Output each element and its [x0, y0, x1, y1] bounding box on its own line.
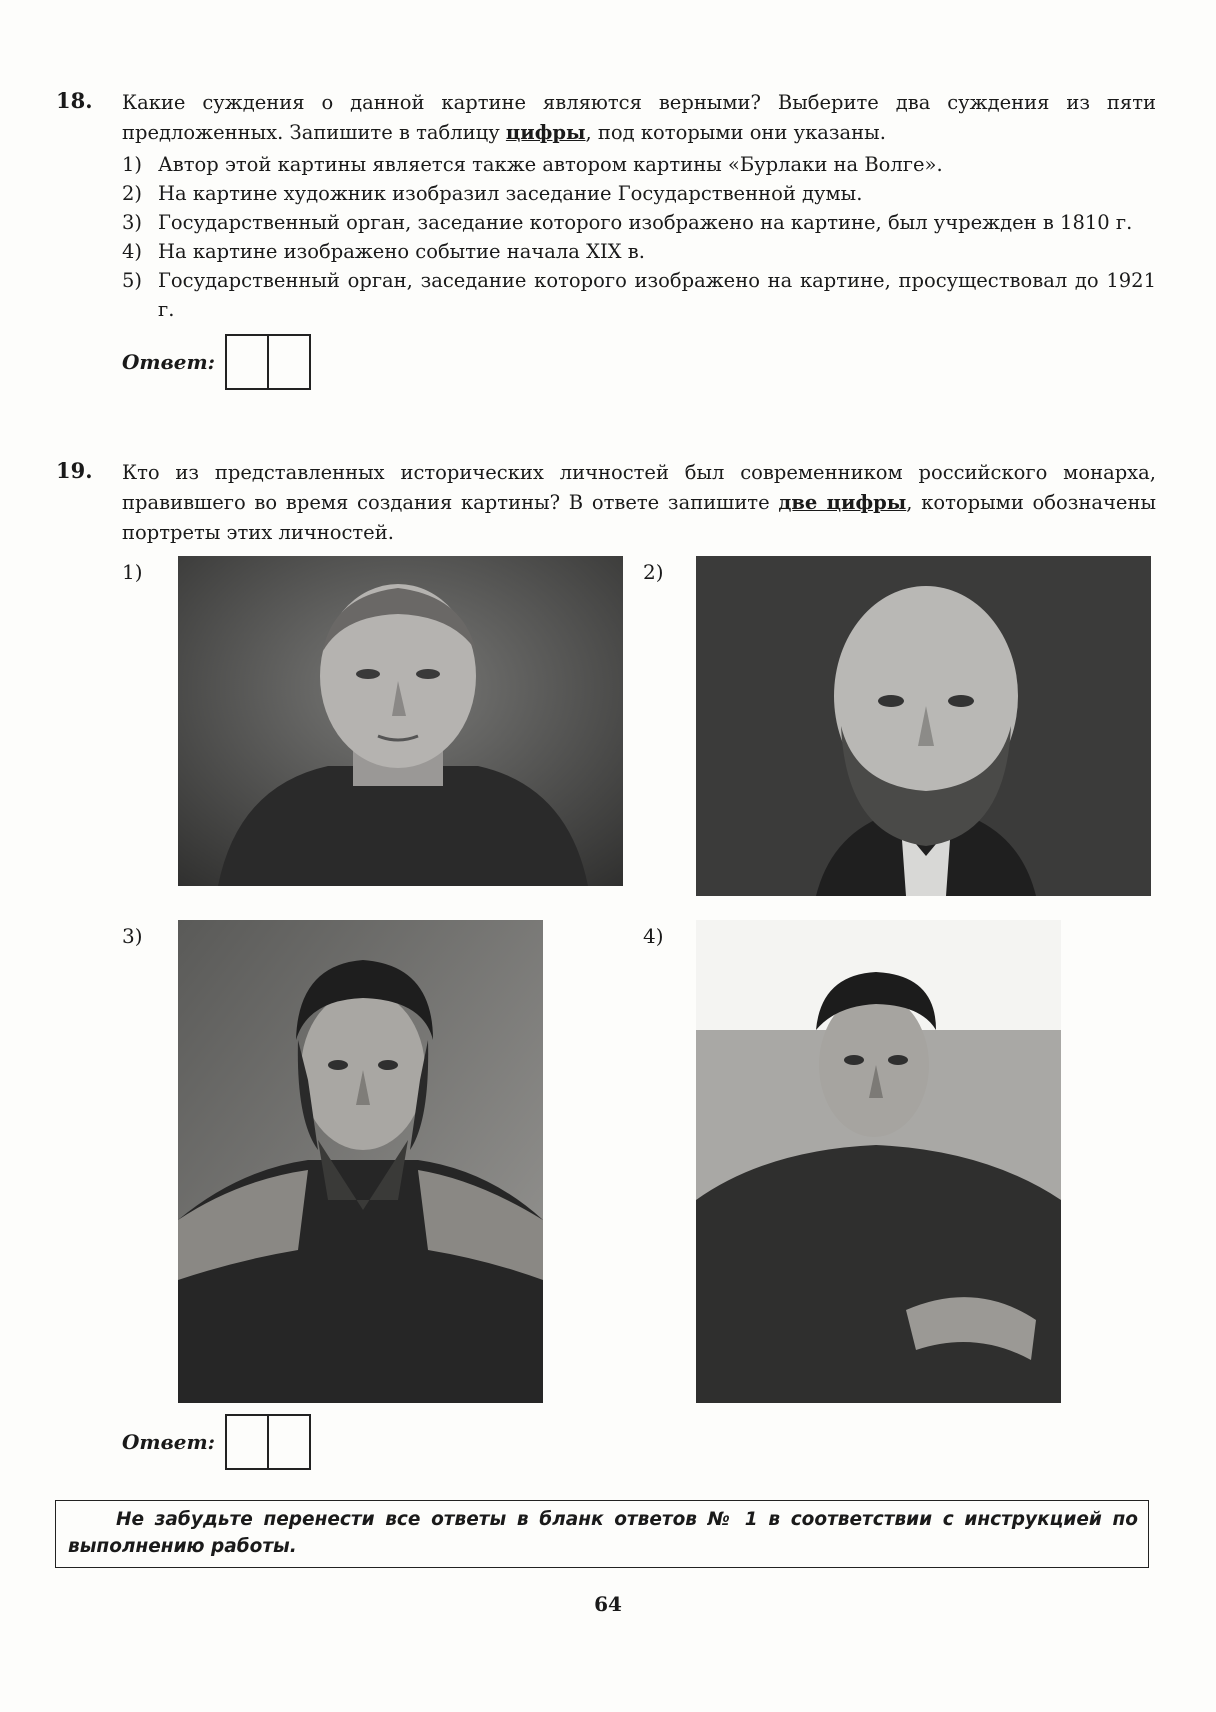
portrait-1 — [178, 556, 623, 886]
question-number: 18. — [56, 88, 93, 113]
portrait-4 — [696, 920, 1061, 1403]
portrait-label-2: 2) — [643, 560, 664, 584]
portrait-2 — [696, 556, 1151, 896]
answer-cell-1[interactable] — [227, 336, 267, 388]
portrait-label-1: 1) — [122, 560, 143, 584]
option-item: 1) Автор этой картины является также автором картины «Бурлаки на Волге». — [122, 153, 943, 176]
option-item: 4) На картине изображено событие начала XIX в. — [122, 240, 645, 263]
question-19 — [56, 458, 1156, 548]
option-item: 5) Государственный орган, заседание которого изображено на картине, просуществовал до 1921 г. — [122, 269, 1156, 321]
answer-cell-2[interactable] — [267, 336, 309, 388]
question-number: 19. — [56, 458, 93, 483]
portrait-label-4: 4) — [643, 924, 664, 948]
question-18 — [56, 88, 1156, 390]
portrait-label-3: 3) — [122, 924, 143, 948]
question-text: Кто из представленных исторических личностей был современником российского монарха, правившего во время создания картины? В ответе запишите две цифры, которыми обозначены портреты этих личностей. — [122, 461, 1156, 544]
answer-row — [122, 334, 1156, 390]
options-list — [122, 150, 1156, 324]
question-text: Какие суждения о данной картине являются верными? Выберите два суждения из пяти предложенных. Запишите в таблицу цифры, под которыми они указаны. — [122, 91, 1156, 144]
option-item: 3) Государственный орган, заседание которого изображено на картине, был учрежден в 1810 г. — [122, 211, 1133, 234]
notice-box: Не забудьте перенести все ответы в бланк ответов № 1 в соответствии с инструкцией по выполнению работы. — [55, 1500, 1149, 1568]
answer-label: Ответ: — [122, 1430, 215, 1454]
answer-cells — [225, 334, 311, 390]
option-item: 2) На картине художник изобразил заседание Государственной думы. — [122, 182, 863, 205]
answer-label: Ответ: — [122, 350, 215, 374]
portrait-3 — [178, 920, 543, 1403]
answer-cells — [225, 1414, 311, 1470]
answer-cell-1[interactable] — [227, 1416, 267, 1468]
page-number: 64 — [594, 1592, 622, 1616]
answer-cell-2[interactable] — [267, 1416, 309, 1468]
answer-row-19 — [122, 1414, 311, 1470]
